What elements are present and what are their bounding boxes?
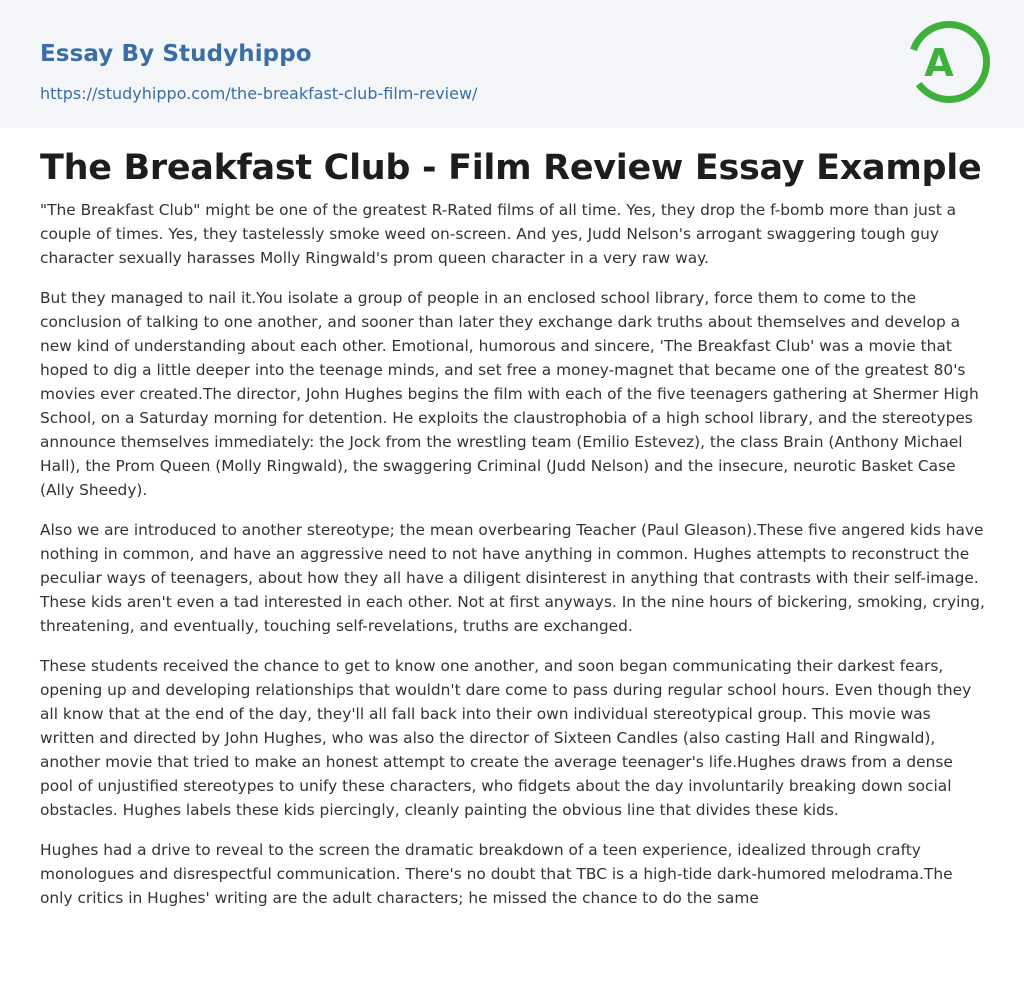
studyhippo-logo-icon[interactable] [907,18,991,106]
site-brand[interactable]: Essay By Studyhippo [40,41,312,67]
site-header [0,0,1024,128]
article-paragraph-5: Hughes had a drive to reveal to the screen the dramatic breakdown of a teen experience, idealized through crafty monologues and disrespectful communication. There's no doubt that TBC is a high-tide dark-humored melodrama.The only critics in Hughes' writing are the adult characters; he missed the chance to do the same [40,841,953,907]
article [40,145,988,926]
article-paragraph-3: Also we are introduced to another stereotype; the mean overbearing Teacher (Paul Gleason).These five angered kids have nothing in common, and have an aggressive need to not have anything in common. Hughes attempts to reconstruct the peculiar ways of teenagers, about how they all have a diligent disinterest in anything that contrasts with their self-image. These kids aren't even a tad interested in each other. Not at first anyways. In the nine hours of bickering, smoking, crying, threatening, and eventually, touching self-revelations, truths are exchanged. [40,521,985,635]
article-paragraph-2: But they managed to nail it.You isolate a group of people in an enclosed school library, force them to come to the conclusion of talking to one another, and sooner than later they exchange dark truths about themselves and develop a new kind of understanding about each other. Emotional, humorous and sincere, 'The Breakfast Club' was a movie that hoped to dig a little deeper into the teenage minds, and set free a money-magnet that became one of the greatest 80's movies ever created.The director, John Hughes begins the film with each of the five teenagers gathering at Shermer High School, on a Saturday morning for detention. He exploits the claustrophobia of a high school library, and the stereotypes announce themselves immediately: the Jock from the wrestling team (Emilio Estevez), the class Brain (Anthony Michael Hall), the Prom Queen (Molly Ringwald), the swaggering Criminal (Judd Nelson) and the insecure, neurotic Basket Case (Ally Sheedy). [40,289,979,499]
article-paragraph-4: These students received the chance to get to know one another, and soon began communicating their darkest fears, opening up and developing relationships that wouldn't dare come to pass during regular school hours. Even though they all know that at the end of the day, they'll all fall back into their own individual stereotypical group. This movie was written and directed by John Hughes, who was also the director of Sixteen Candles (also casting Hall and Ringwald), another movie that tried to make an honest attempt to create the average teenager's life.Hughes draws from a dense pool of unjustified stereotypes to unify these characters, who fidgets about the day involuntarily breaking down social obstacles. Hughes labels these kids piercingly, cleanly painting the obvious line that divides these kids. [40,657,972,819]
article-paragraph-1: "The Breakfast Club" might be one of the greatest R-Rated films of all time. Yes, they drop the f-bomb more than just a couple of times. Yes, they tastelessly smoke weed on-screen. And yes, Judd Nelson's arrogant swaggering tough guy character sexually harasses Molly Ringwald's prom queen character in a very raw way. [40,201,957,267]
logo-letter: A [924,41,954,85]
source-url-link[interactable]: https://studyhippo.com/the-breakfast-club-film-review/ [40,84,478,103]
article-title: The Breakfast Club - Film Review Essay Example [40,148,982,188]
